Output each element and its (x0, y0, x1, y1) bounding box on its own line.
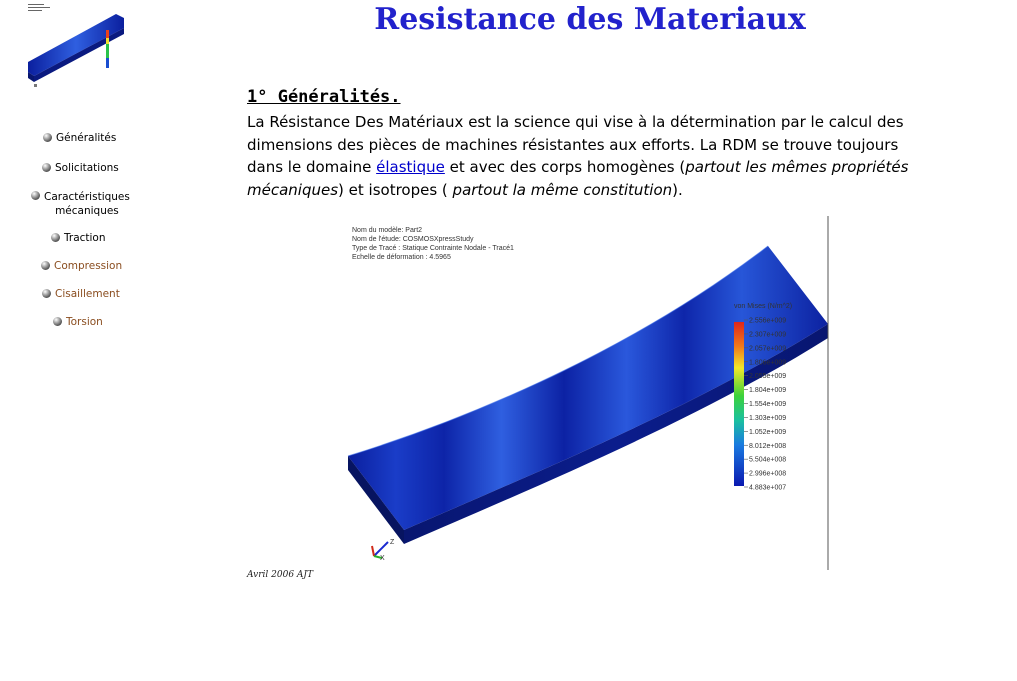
legend-value-label: 4.883e+007 (749, 484, 787, 492)
section-heading: 1° Généralités. (247, 87, 401, 107)
bullet-icon (43, 133, 52, 142)
axis-z-label: Z (390, 539, 395, 546)
plot-type-text: Type de Tracé : Statique Contrainte Nodale - Tracé1 (352, 245, 514, 252)
legend-value-label: 2.556e+009 (749, 317, 787, 325)
nav-item-label-line1: Caractéristiques (44, 191, 130, 203)
beam-stress-image (338, 216, 830, 570)
site-logo[interactable] (26, 4, 130, 92)
legend-color-bar (734, 322, 744, 486)
legend-title: von Mises (N/m^2) (734, 303, 793, 310)
stress-legend (734, 303, 792, 492)
model-name-text: Nom du modèle: Part2 (352, 227, 423, 234)
axis-x-label: X (380, 555, 385, 562)
nav-item-label: Cisaillement (55, 288, 120, 300)
legend-value-label: 1.554e+009 (749, 401, 787, 408)
nav-item-label: Solicitations (55, 162, 119, 174)
nav-item-solicitations[interactable] (42, 162, 119, 174)
intro-text-1: La Résistance Des Matériaux est la science qui vise à la détermination par le calcul des dimensions des pièces de machines résistantes aux efforts. La RDM se trouve toujours dans le domaine (247, 113, 904, 176)
intro-text-3: ) et isotropes ( (338, 180, 453, 199)
intro-italic-1: partout les mêmes propriétés mécaniques (247, 158, 909, 199)
legend-value-label: 2.307e+009 (749, 331, 787, 339)
intro-paragraph (247, 111, 912, 201)
nav-item-label: Généralités (56, 132, 117, 144)
nav-item-caracteristiques-mecaniques[interactable] (31, 190, 130, 218)
legend-value-label: 5.504e+008 (749, 456, 787, 464)
site-title: Resistance des Materiaux (374, 2, 806, 37)
footer-date-note: Avril 2006 AJT (247, 570, 314, 580)
nav-item-label: Compression (54, 260, 123, 272)
bullet-icon (31, 191, 40, 200)
legend-value-label: 2.057e+009 (749, 345, 787, 353)
bullet-icon (41, 261, 50, 270)
nav-item-label: Torsion (66, 316, 103, 328)
legend-value-label: 2.055e+009 (749, 373, 787, 381)
elastique-link[interactable]: élastique (376, 158, 445, 176)
nav-item-label: Traction (64, 232, 106, 244)
deformed-beam (348, 246, 828, 544)
deformation-scale-text: Echelle de déformation : 4.5965 (352, 254, 451, 261)
bullet-icon (42, 289, 51, 298)
nav-item-label (44, 190, 130, 218)
nav-item-traction[interactable] (51, 232, 106, 244)
legend-value-label: 2.996e+008 (749, 470, 787, 478)
nav-item-cisaillement[interactable] (42, 288, 120, 300)
intro-text-2: et avec des corps homogènes ( (444, 158, 686, 176)
axis-triad-icon (372, 539, 395, 562)
nav-item-compression[interactable] (41, 260, 122, 272)
legend-value-label: 1.303e+009 (749, 414, 787, 422)
legend-value-label: 1.052e+009 (749, 428, 787, 436)
stress-simulation-figure (338, 216, 830, 570)
nav-item-label-line2: mécaniques (55, 205, 119, 217)
bullet-icon (42, 163, 51, 172)
nav-item-generalites[interactable] (43, 132, 116, 144)
legend-value-label: 8.012e+008 (749, 442, 787, 450)
study-name-text: Nom de l'étude: COSMOSXpressStudy (352, 236, 474, 243)
nav-item-torsion[interactable] (53, 316, 103, 328)
bullet-icon (53, 317, 62, 326)
intro-italic-2: partout la même constitution (452, 180, 673, 199)
bullet-icon (51, 233, 60, 242)
logo-beam-image (26, 4, 130, 92)
legend-value-label: 1.806e+009 (749, 359, 787, 367)
intro-text-4: ). (672, 180, 683, 199)
legend-value-label: 1.804e+009 (749, 387, 787, 395)
